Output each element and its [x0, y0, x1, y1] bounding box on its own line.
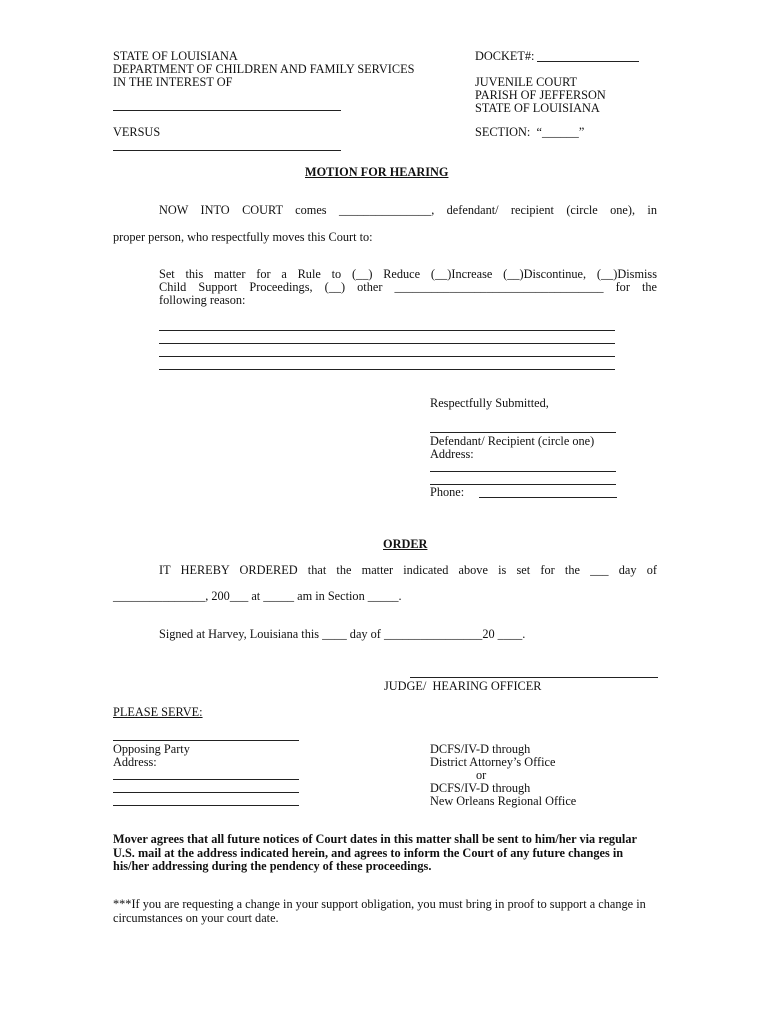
address-label: Address:	[430, 447, 474, 461]
docket-label: DOCKET#:	[475, 49, 535, 63]
order-line-2: _______________, 200___ at _____ am in Section _____.	[113, 589, 402, 603]
order-title: ORDER	[383, 537, 428, 551]
section-label: SECTION: “______”	[475, 125, 585, 139]
defendant-label: Defendant/ Recipient (circle one)	[430, 434, 595, 448]
phone-line[interactable]	[479, 497, 617, 498]
please-serve-title: PLEASE SERVE:	[113, 705, 203, 719]
respectfully-submitted: Respectfully Submitted,	[430, 396, 549, 410]
footer-notice: ***If you are requesting a change in your support obligation, you must bring in proof to support a change in circumstances on your court date.	[113, 897, 646, 925]
motion-title: MOTION FOR HEARING	[305, 165, 449, 179]
dcfs-or: or	[476, 768, 487, 782]
dcfs-line-4: New Orleans Regional Office	[430, 794, 577, 808]
motion-line-2: proper person, who respectfully moves this Court to:	[113, 230, 373, 244]
rule-line-2: Child Support Proceedings, (__) other __________________________________ for the	[159, 280, 657, 294]
phone-label: Phone:	[430, 485, 465, 499]
dcfs-line-2: District Attorney’s Office	[430, 755, 556, 769]
judge-signature-line[interactable]	[410, 677, 658, 678]
signature-line[interactable]	[430, 432, 616, 433]
department-heading: DEPARTMENT OF CHILDREN AND FAMILY SERVICES	[113, 62, 415, 76]
mover-notice: Mover agrees that all future notices of Court dates in this matter shall be sent to him/her via regular U.S. mail at the address indicated herein, and agrees to inform the Court of any future changes in his/her addressing during the pendency of these proceedings.	[113, 832, 637, 873]
opposing-address-line[interactable]	[113, 779, 299, 780]
interest-of-blank[interactable]	[113, 110, 341, 111]
versus-blank[interactable]	[113, 150, 341, 151]
reason-line[interactable]	[159, 330, 615, 331]
rule-line-3: following reason:	[159, 293, 246, 307]
reason-line[interactable]	[159, 343, 615, 344]
dcfs-line-1: DCFS/IV-D through	[430, 742, 531, 756]
court-state: STATE OF LOUISIANA	[475, 101, 600, 115]
opposing-address-line[interactable]	[113, 792, 299, 793]
opposing-address-line[interactable]	[113, 805, 299, 806]
opposing-party-line[interactable]	[113, 740, 299, 741]
reason-line[interactable]	[159, 369, 615, 370]
dcfs-line-3: DCFS/IV-D through	[430, 781, 531, 795]
versus-label: VERSUS	[113, 125, 161, 139]
order-line-1: IT HEREBY ORDERED that the matter indicated above is set for the ___ day of	[159, 563, 657, 577]
reason-line[interactable]	[159, 356, 615, 357]
court-name: JUVENILE COURT	[475, 75, 578, 89]
motion-line-1: NOW INTO COURT comes _______________, defendant/ recipient (circle one), in	[159, 203, 657, 217]
opposing-address-label: Address:	[113, 755, 157, 769]
state-heading: STATE OF LOUISIANA	[113, 49, 238, 63]
signed-line: Signed at Harvey, Louisiana this ____ day of ________________20 ____.	[159, 627, 526, 641]
address-line[interactable]	[430, 471, 616, 472]
docket-blank[interactable]	[537, 61, 639, 62]
opposing-party-label: Opposing Party	[113, 742, 190, 756]
judge-label: JUDGE/ HEARING OFFICER	[384, 679, 542, 693]
court-parish: PARISH OF JEFFERSON	[475, 88, 606, 102]
rule-line-1: Set this matter for a Rule to (__) Reduce (__)Increase (__)Discontinue, (__)Dismiss	[159, 267, 657, 281]
interest-of-label: IN THE INTEREST OF	[113, 75, 233, 89]
